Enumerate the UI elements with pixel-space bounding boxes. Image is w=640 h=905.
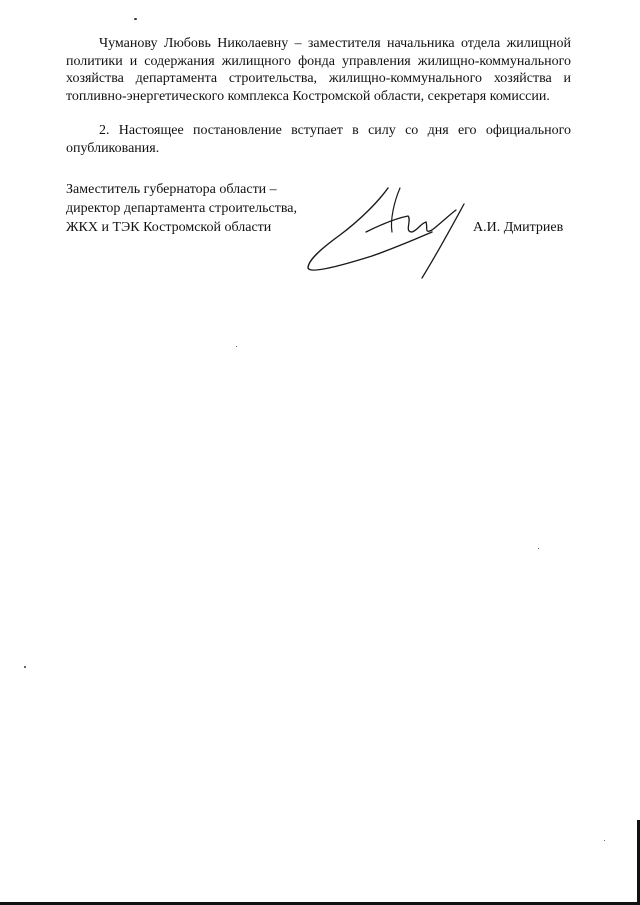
signatory-title: [66, 180, 326, 237]
body-paragraph-effective-date: 2. Настоящее постановление вступает в силу со дня его официального опубликования.: [66, 123, 571, 156]
scan-speck: [24, 666, 26, 668]
signatory-name: А.И. Дмитриев: [473, 220, 564, 235]
handwritten-signature: [300, 180, 480, 290]
scan-speck: [134, 18, 137, 20]
signatory-title-line: ЖКХ и ТЭК Костромской области: [66, 220, 272, 235]
scan-speck: [538, 548, 539, 549]
signatory-title-line: директор департамента строительства,: [66, 201, 297, 216]
signatory-title-line: Заместитель губернатора области –: [66, 182, 277, 197]
body-paragraph-secretary: Чуманову Любовь Николаевну – заместителя начальника отдела жилищной политики и содержания жилищного фонда управления жилищно-коммунального хозяйства департамента строительства, жилищно-коммунального хозяйства и топливно-энергетического комплекса Костромской области, секретаря комиссии.: [66, 36, 571, 104]
scan-speck: [604, 840, 605, 841]
scan-speck: [236, 346, 237, 347]
